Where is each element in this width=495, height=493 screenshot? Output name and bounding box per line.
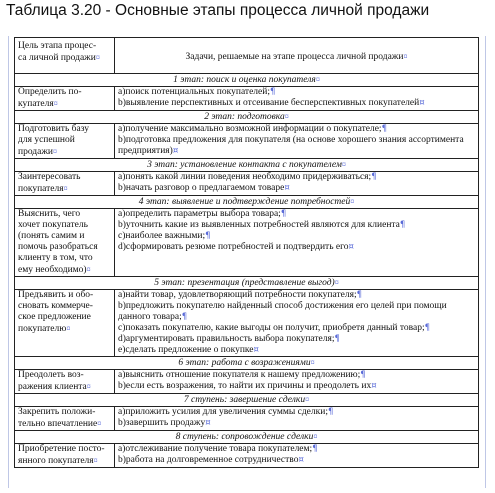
paragraph-mark: ¶ — [424, 323, 431, 333]
paragraph-mark: ¶ — [312, 444, 318, 454]
stage-content-row — [15, 370, 479, 394]
cell-end-mark: ¤ — [66, 324, 71, 333]
tasks-cell — [115, 370, 479, 394]
stage-title — [15, 431, 479, 444]
task-item: a)найти товар, удовлетворяющий потребности покупателя;¶ — [118, 290, 363, 300]
task-item: b)работа на долговременное сотрудничество¤ — [118, 455, 304, 465]
stage-content-row — [15, 444, 479, 468]
task-item: b)уточнить какие из выявленных потребностей являются для клиента¶ — [118, 220, 406, 230]
paragraph-mark: ¶ — [205, 231, 211, 241]
cell-end-mark: ¤ — [284, 112, 289, 121]
goal-line: клиенту в том, что — [18, 253, 93, 263]
paragraph-mark: ¶ — [269, 87, 276, 97]
paragraph-mark: ¶ — [181, 312, 188, 322]
cell-end-mark: ¤ — [348, 242, 354, 252]
stage-content-row — [15, 407, 479, 431]
paragraph-mark: ¶ — [371, 172, 377, 182]
task-item: a)отслеживание получение товара покупателем;¶ — [118, 444, 318, 454]
stage-row — [15, 74, 479, 87]
goal-line: Определить по- — [18, 87, 82, 97]
cell-end-mark: ¤ — [284, 183, 290, 193]
goal-cell — [15, 209, 115, 277]
task-item: c)показать покупателю, какие выгоды он получит, приобретя данный товар;¶ — [118, 323, 431, 333]
header-tasks-label: Задачи, решаемые на этапе процесса личной продажи — [185, 52, 404, 62]
header-goal-cell — [15, 38, 115, 74]
task-item: b)завершить продажу¤ — [118, 418, 211, 428]
goal-cell — [15, 87, 115, 111]
goal-line: Предъявить и обо- — [18, 290, 94, 300]
cell-end-mark: ¤ — [86, 265, 91, 274]
task-item: e)сделать предложение о покупке¤ — [118, 345, 259, 355]
goal-line: покупателя¤ — [18, 184, 68, 194]
cell-end-mark: ¤ — [97, 419, 102, 428]
stage-title — [15, 357, 479, 370]
goal-cell — [15, 370, 115, 394]
tasks-cell — [115, 87, 479, 111]
task-item: b)предложить покупателю найденный способ достижения его целей при помощи данного товара;¶ — [118, 301, 447, 322]
tasks-cell — [115, 209, 479, 277]
cell-end-mark: ¤ — [205, 418, 211, 428]
header-row — [15, 38, 479, 74]
task-item: b)если есть возражения, то найти их причины и преодолеть их¤ — [118, 381, 377, 391]
task-item: a)определить параметры выбора товара;¶ — [118, 209, 287, 219]
goal-line: Преодолеть воз- — [18, 370, 84, 380]
goal-line: (понять самим и — [18, 231, 85, 241]
cell-end-mark: ¤ — [315, 75, 320, 84]
task-item: b)выявление перспективных и отсеивание бесперспективных покупателей¤ — [118, 98, 425, 108]
stage-title — [15, 74, 479, 87]
stage-content-row — [15, 124, 479, 159]
goal-line: тельно впечатление¤ — [18, 419, 102, 429]
goal-cell — [15, 407, 115, 431]
goal-line: сновать коммерче- — [18, 301, 93, 311]
header-tasks-cell: Задачи, решаемые на этапе процесса личной продажи¤ — [115, 38, 479, 74]
stage-title — [15, 159, 479, 172]
paragraph-mark: ¶ — [399, 220, 406, 230]
goal-line: для успешной — [18, 135, 75, 145]
task-item: a)поиск потенциальных покупателей;¶ — [118, 87, 276, 97]
cell-end-mark: ¤ — [63, 184, 68, 193]
task-item: c)наиболее важными;¶ — [118, 231, 211, 241]
task-item: a)получение максимально возможной информации о покупателе;¶ — [118, 124, 387, 134]
stage-row — [15, 431, 479, 444]
cell-end-mark: ¤ — [253, 345, 259, 355]
sales-stages-table — [14, 37, 479, 468]
cell-end-mark: ¤ — [53, 99, 58, 108]
stage-row — [15, 159, 479, 172]
goal-line: янного покупателя¤ — [18, 456, 98, 466]
stage-title-text: 2 этап: подготовка — [204, 112, 285, 122]
goal-line: покупателю¤ — [18, 324, 71, 334]
goal-line: помочь разобраться — [18, 242, 98, 252]
paragraph-mark: ¶ — [356, 290, 363, 300]
stage-content-row — [15, 290, 479, 357]
stage-row — [15, 196, 479, 209]
stage-title-text: 3 этап: установление контакта с покупателем — [147, 160, 342, 170]
goal-line: Закрепить положи- — [18, 407, 96, 417]
stage-title — [15, 277, 479, 290]
task-item: b)подготовка предложения для покупателя (на основе хорошего знания ассортимента предприятия)¤ — [118, 135, 464, 156]
cell-end-mark: ¤ — [305, 395, 310, 404]
goal-line: ему необходимо)¤ — [18, 265, 91, 275]
paragraph-mark: ¶ — [327, 407, 334, 417]
goal-line: Заинтересовать — [18, 172, 81, 182]
task-item: a)понять какой линии поведения необходимо придерживаться;¶ — [118, 172, 377, 182]
goal-line: продажи¤ — [18, 147, 58, 157]
cell-end-mark: ¤ — [350, 197, 355, 206]
header-goal-line: са личной продажи¤ — [18, 53, 100, 63]
goal-cell — [15, 124, 115, 159]
stage-title-text: 4 этап: выявление и подтверждение потребностей — [138, 197, 351, 207]
cell-end-mark: ¤ — [334, 278, 339, 287]
paragraph-mark: ¶ — [360, 370, 366, 380]
goal-cell — [15, 172, 115, 196]
task-item: d)аргументировать правильность выбора покупателя;¶ — [118, 334, 340, 344]
cell-end-mark: ¤ — [53, 147, 58, 156]
task-item: b)начать разговор о предлагаемом товаре¤ — [118, 183, 290, 193]
stage-title-text: 6 этап: работа с возражениями — [178, 358, 311, 368]
stage-row — [15, 277, 479, 290]
stage-row — [15, 394, 479, 407]
task-item: d)сформировать резюме потребностей и подтвердить его¤ — [118, 242, 354, 252]
cell-end-mark: ¤ — [313, 432, 318, 441]
cell-end-mark: ¤ — [298, 455, 304, 465]
table-caption: Таблица 3.20 - Основные этапы процесса личной продажи — [6, 2, 430, 19]
stage-title-text: 8 ступень: сопровождение сделки — [175, 432, 314, 442]
cell-end-mark: ¤ — [172, 146, 179, 156]
goal-line: Приобретение посто- — [18, 444, 105, 454]
stage-title — [15, 196, 479, 209]
stage-content-row — [15, 209, 479, 277]
stage-title-text: 5 этап: презентация (представление выгод) — [154, 278, 335, 288]
goal-cell — [15, 444, 115, 468]
stage-title — [15, 111, 479, 124]
stage-row — [15, 357, 479, 370]
tasks-cell — [115, 290, 479, 357]
cell-end-mark: ¤ — [419, 98, 425, 108]
tasks-cell — [115, 444, 479, 468]
stage-content-row — [15, 172, 479, 196]
goal-line: купателя¤ — [18, 99, 58, 109]
task-item: a)приложить усилия для увеличения суммы сделки;¶ — [118, 407, 334, 417]
cell-end-mark: ¤ — [93, 456, 98, 465]
paragraph-mark: ¶ — [280, 209, 287, 219]
cell-end-mark: ¤ — [341, 160, 346, 169]
paragraph-mark: ¶ — [334, 334, 340, 344]
goal-line: Подготовить базу — [18, 124, 90, 134]
stage-title-text: 7 ступень: завершение сделки — [183, 395, 306, 405]
cell-end-mark: ¤ — [86, 382, 91, 391]
goal-cell — [15, 290, 115, 357]
tasks-cell — [115, 124, 479, 159]
task-item: a)выяснить отношение покупателя к нашему предложению;¶ — [118, 370, 366, 380]
header-goal-line: Цель этапа процес- — [18, 41, 97, 51]
goal-line: ражения клиента¤ — [18, 382, 91, 392]
tasks-cell — [115, 172, 479, 196]
paragraph-mark: ¶ — [381, 124, 387, 134]
stage-title-text: 1 этап: поиск и оценка покупателя — [173, 75, 316, 85]
stage-title — [15, 394, 479, 407]
tasks-cell — [115, 407, 479, 431]
cell-end-mark: ¤ — [310, 358, 315, 367]
goal-line: Выяснить, чего — [18, 209, 81, 219]
goal-line: хочет покупатель — [18, 220, 88, 230]
stage-row — [15, 111, 479, 124]
cell-end-mark: ¤ — [371, 381, 377, 391]
stage-content-row — [15, 87, 479, 111]
goal-line: ское предложение — [18, 312, 91, 322]
